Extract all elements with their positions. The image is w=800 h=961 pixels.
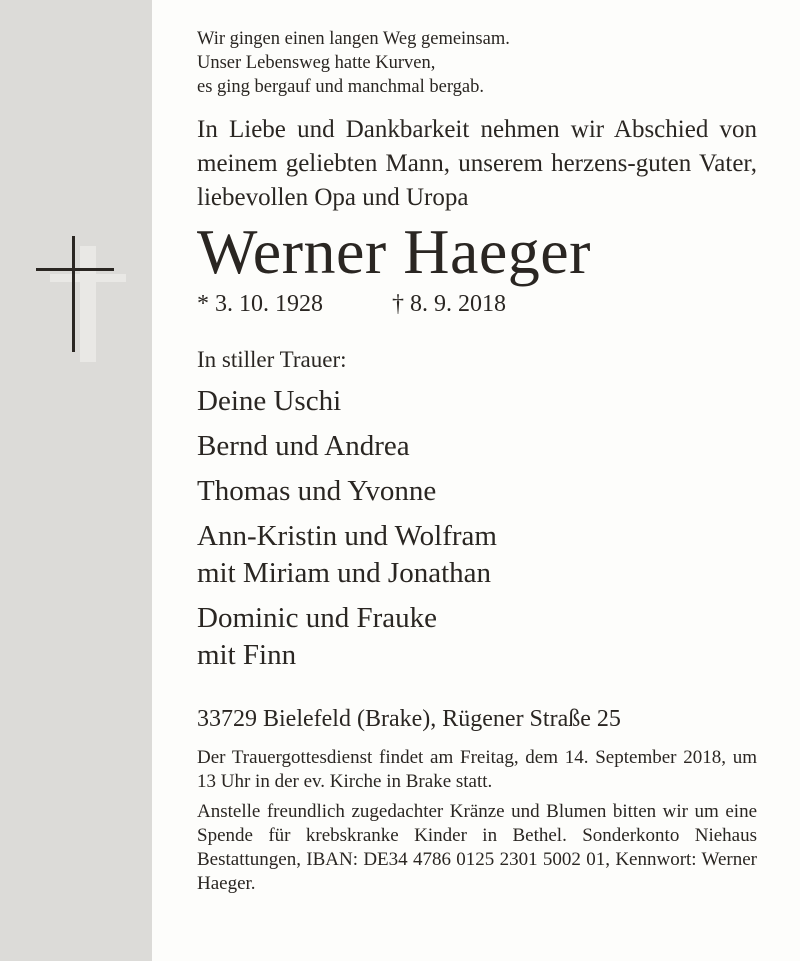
service-info: Der Trauergottesdienst findet am Freitag, dem 14. September 2018, um 13 Uhr in der ev. Kirche in Brake statt. <box>197 747 757 792</box>
family-entry: Dominic und Frauke mit Finn <box>197 602 438 671</box>
family-entry: Thomas und Yvonne <box>197 475 437 507</box>
cross-icon <box>32 232 132 362</box>
deceased-name: Werner Haeger <box>197 216 591 287</box>
birth-date: * 3. 10. 1928 <box>197 291 323 317</box>
death-date: † 8. 9. 2018 <box>392 291 506 317</box>
intro-text: In Liebe und Dankbarkeit nehmen wir Abschied von meinem geliebten Mann, unserem herzens-guten Vater, liebevollen Opa und Uropa <box>197 116 757 211</box>
address: 33729 Bielefeld (Brake), Rügener Straße 25 <box>197 706 621 732</box>
mourning-label: In stiller Trauer: <box>197 347 347 372</box>
poem: Wir gingen einen langen Weg gemeinsam. Unser Lebensweg hatte Kurven, es ging bergauf und manchmal bergab. <box>197 29 510 97</box>
family-entry: Bernd und Andrea <box>197 430 410 462</box>
donation-info: Anstelle freundlich zugedachter Kränze und Blumen bitten wir um eine Spende für krebskranke Kinder in Bethel. Sonderkonto Niehaus Bestattungen, IBAN: DE34 4786 0125 2301 5002 01, Kennwort: Werner Haeger. <box>197 801 757 894</box>
side-strip <box>0 0 152 961</box>
life-dates <box>197 289 757 319</box>
notice-content <box>197 27 757 896</box>
family-list <box>197 383 757 674</box>
family-entry: Ann-Kristin und Wolfram mit Miriam und Jonathan <box>197 520 497 589</box>
family-entry: Deine Uschi <box>197 385 342 417</box>
